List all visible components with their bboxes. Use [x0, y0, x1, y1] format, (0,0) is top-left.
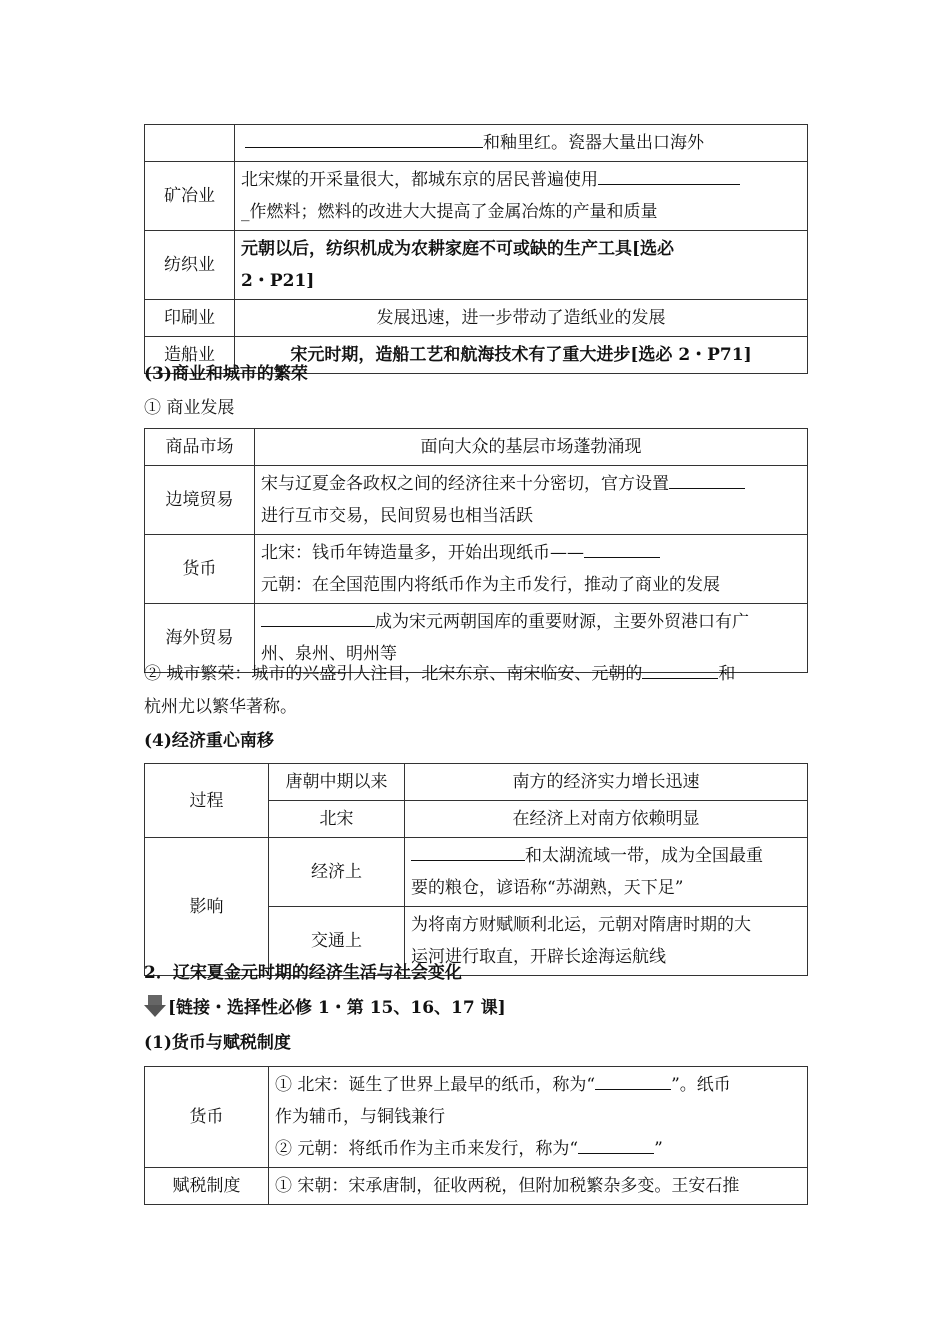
currency-text-2: 元朝：在全国范围内将纸币作为主币发行，推动了商业的发展: [261, 575, 720, 595]
section-4-heading: (4)经济重心南移: [144, 731, 274, 751]
row-label: 商品市场: [145, 429, 255, 466]
table-cell: [405, 838, 808, 907]
commerce-table: [144, 428, 808, 673]
arrow-down-icon: [144, 995, 166, 1017]
fill-blank[interactable]: [595, 1071, 671, 1090]
table-cell: [255, 466, 808, 535]
row-label: 矿冶业: [145, 162, 235, 231]
table-cell: [235, 125, 808, 162]
textile-text-1: 元朝以后，纺织机成为农耕家庭不可或缺的生产工具[选必: [241, 239, 675, 259]
city-text-b: 和: [718, 664, 736, 684]
city-text-line-2: 杭州尤以繁华著称。: [144, 697, 297, 717]
currency-north-song-b: ”。纸币: [671, 1075, 731, 1095]
fill-blank[interactable]: [245, 129, 483, 148]
period-label: 唐朝中期以来: [269, 764, 405, 801]
table-row: [145, 535, 808, 604]
tax-text-1: ① 宋朝：宋承唐制，征收两税，但附加税繁杂多变。王安石推: [269, 1168, 808, 1205]
table-row: [145, 300, 808, 337]
table-cell: [235, 231, 808, 300]
mining-text-2b: 作燃料；燃料的改进大大提高了金属冶炼的产量和质量: [249, 202, 658, 222]
shipbuilding-text: 宋元时期，造船工艺和航海技术有了重大进步[选必 2・P71]: [235, 337, 808, 374]
table-cell: [269, 1067, 808, 1168]
econ-text-2: 要的粮仓，谚语称“苏湖熟，天下足”: [411, 878, 684, 898]
table-row: [145, 429, 808, 466]
row-label: 纺织业: [145, 231, 235, 300]
table-row: [145, 838, 808, 907]
fill-blank[interactable]: [669, 470, 745, 489]
table-cell: [255, 535, 808, 604]
mining-text-2a: _: [241, 202, 250, 222]
table-row: [145, 764, 808, 801]
crafts-table: [144, 124, 808, 374]
currency-yuan-b: ”: [654, 1139, 663, 1159]
table-cell: [405, 907, 808, 976]
currency-north-song-a: ① 北宋：诞生了世界上最早的纸币，称为“: [275, 1075, 596, 1095]
fill-blank[interactable]: [261, 608, 375, 627]
fill-blank[interactable]: [578, 1135, 654, 1154]
sub-heading-commerce: ① 商业发展: [144, 398, 235, 418]
period-label: 北宋: [269, 801, 405, 838]
row-label: 赋税制度: [145, 1168, 269, 1205]
section-3-heading: (3)商业和城市的繁荣: [144, 364, 308, 384]
fill-blank[interactable]: [598, 166, 740, 185]
currency-yuan-a: ② 元朝：将纸币作为主币来发行，称为“: [275, 1139, 579, 1159]
border-trade-text-2: 进行互市交易，民间贸易也相当活跃: [261, 506, 533, 526]
transport-text-2: 运河进行取直，开辟长途海运航线: [411, 947, 666, 967]
city-text-line-1: [144, 659, 735, 689]
impact-label: 经济上: [269, 838, 405, 907]
row-label: 货币: [145, 535, 255, 604]
period-text: 在经济上对南方依赖明显: [405, 801, 808, 838]
row-label: 影响: [145, 838, 269, 976]
fill-blank[interactable]: [584, 539, 660, 558]
table-row: [145, 231, 808, 300]
row-label: 边境贸易: [145, 466, 255, 535]
overseas-text-1: 成为宋元两朝国库的重要财源，主要外贸港口有广: [375, 612, 749, 632]
textile-text-2: 2・P21]: [241, 271, 315, 291]
row-label: 造船业: [145, 337, 235, 374]
fill-blank[interactable]: [642, 660, 718, 679]
link-line: [144, 993, 506, 1023]
market-text: 面向大众的基层市场蓬勃涌现: [255, 429, 808, 466]
city-text-a: ② 城市繁荣：城市的兴盛引人注目，北宋东京、南宋临安、元朝的: [144, 664, 643, 684]
table-cell: [145, 125, 235, 162]
row-label: 海外贸易: [145, 604, 255, 673]
table-row: [145, 162, 808, 231]
sub-heading-currency-tax: (1)货币与赋税制度: [144, 1033, 291, 1053]
table-row: [145, 1067, 808, 1168]
impact-label: 交通上: [269, 907, 405, 976]
overseas-text-2: 州、泉州、明州等: [261, 644, 397, 664]
row-label: 印刷业: [145, 300, 235, 337]
transport-text-1: 为将南方财赋顺利北运，元朝对隋唐时期的大: [411, 915, 751, 935]
row-label: 货币: [145, 1067, 269, 1168]
currency-text-1: 北宋：钱币年铸造量多，开始出现纸币——: [261, 543, 584, 563]
part-2-heading: 2．辽宋夏金元时期的经济生活与社会变化: [144, 963, 462, 983]
currency-north-song-2: 作为辅币，与铜钱兼行: [275, 1107, 445, 1127]
table-row: [145, 1168, 808, 1205]
table-row: [145, 125, 808, 162]
printing-text: 发展迅速，进一步带动了造纸业的发展: [235, 300, 808, 337]
economic-shift-table: [144, 763, 808, 976]
ceramics-tail-text: 和釉里红。瓷器大量出口海外: [483, 133, 704, 153]
period-text: 南方的经济实力增长迅速: [405, 764, 808, 801]
border-trade-text-1: 宋与辽夏金各政权之间的经济往来十分密切，官方设置: [261, 474, 669, 494]
row-label: 过程: [145, 764, 269, 838]
fill-blank[interactable]: [411, 842, 525, 861]
mining-text-1: 北宋煤的开采量很大，都城东京的居民普遍使用: [241, 170, 598, 190]
table-row: [145, 466, 808, 535]
table-cell: [235, 162, 808, 231]
link-text: [链接・选择性必修 1・第 15、16、17 课]: [168, 998, 506, 1018]
currency-tax-table: [144, 1066, 808, 1205]
econ-text-1: 和太湖流域一带，成为全国最重: [525, 846, 763, 866]
